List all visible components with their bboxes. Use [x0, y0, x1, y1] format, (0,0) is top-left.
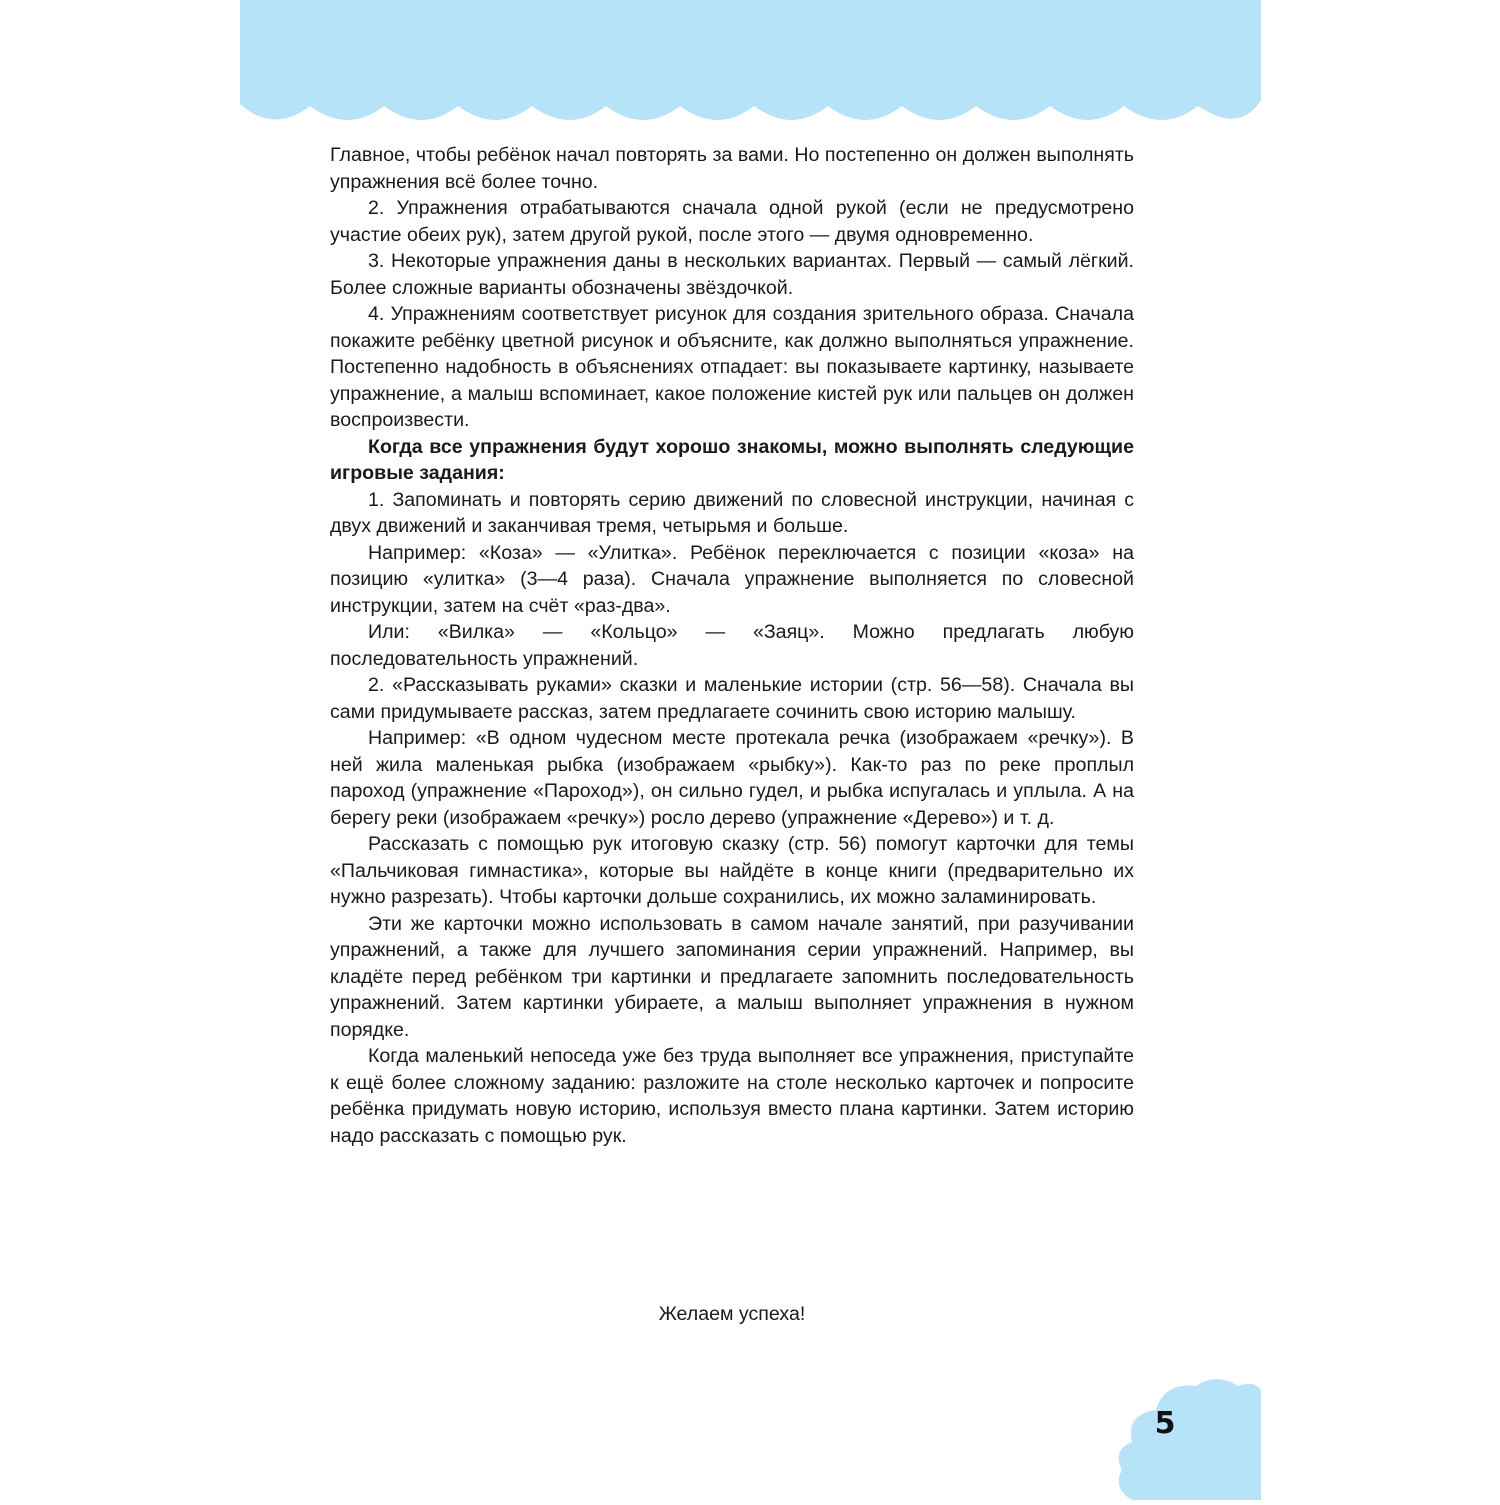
paragraph: Например: «Коза» — «Улитка». Ребёнок переключается с позиции «коза» на позицию «улитка» (3—4 раза). Сначала упражнение выполняется по словесной инструкции, затем на счёт «раз-два». [330, 541, 1134, 617]
page-number: 5 [1154, 1406, 1176, 1441]
book-page [240, 0, 1261, 1500]
paragraph: Например: «В одном чудесном месте протекала речка (изображаем «речку»). В ней жила маленькая рыбка (изображаем «рыбку»). Как-то раз по реке проплыл пароход (упражнение «Пароход»), он сильно гудел, и рыбка испугалась и уплыла. А на берегу реки (изображаем «речку») росло дерево (упражнение «Дерево») и т. д. [330, 727, 1134, 829]
body-text [330, 142, 1134, 1149]
paragraph: Когда маленький непоседа уже без труда выполняет все упражнения, приступайте к ещё более сложному заданию: разложите на столе несколько карточек и попросите ребёнка придумать новую историю, используя вместо плана картинки. Затем историю надо рассказать с помощью рук. [330, 1045, 1134, 1147]
paragraph: Или: «Вилка» — «Кольцо» — «Заяц». Можно предлагать любую последовательность упражнений. [330, 621, 1134, 670]
closing-line: Желаем успеха! [658, 1303, 806, 1325]
paragraph: Рассказать с помощью рук итоговую сказку (стр. 56) помогут карточки для темы «Пальчиковая гимнастика», которые вы найдёте в конце книги (предварительно их нужно разрезать). Чтобы карточки дольше сохранились, их можно заламинировать. [330, 833, 1134, 908]
paragraph: 1. Запоминать и повторять серию движений по словесной инструкции, начиная с двух движений и заканчивая тремя, четырьмя и больше. [330, 488, 1134, 537]
paragraph: Главное, чтобы ребёнок начал повторять за вами. Но постепенно он должен выполнять упражнения всё более точно. [330, 144, 1134, 193]
paragraph: Когда все упражнения будут хорошо знакомы, можно выполнять следующие игровые задания: [330, 435, 1134, 484]
paragraph: 2. «Рассказывать руками» сказки и маленькие истории (стр. 56—58). Сначала вы сами придумываете рассказ, затем предлагаете сочинить свою историю малышу. [330, 674, 1134, 723]
paragraph: 2. Упражнения отрабатываются сначала одной рукой (если не предусмотрено участие обеих рук), затем другой рукой, после этого — двумя одновременно. [330, 197, 1134, 246]
top-cloud-border [240, 0, 1261, 132]
paragraph: 3. Некоторые упражнения даны в нескольких вариантах. Первый — самый лёгкий. Более сложные варианты обозначены звёздочкой. [330, 250, 1134, 299]
paragraph: 4. Упражнениям соответствует рисунок для создания зрительного образа. Сначала покажите ребёнку цветной рисунок и объясните, как должно выполняться упражнение. Постепенно надобность в объяснениях отпадает: вы показываете картинку, называете упражнение, а малыш вспоминает, какое положение кистей рук или пальцев он должен воспроизвести. [330, 303, 1134, 431]
paragraph: Эти же карточки можно использовать в самом начале занятий, при разучивании упражнений, а также для лучшего запоминания серии упражнений. Например, вы кладёте перед ребёнком три картинки и предлагаете запомнить последовательность упражнений. Затем картинки убираете, а малыш выполняет упражнения в нужном порядке. [330, 912, 1134, 1041]
